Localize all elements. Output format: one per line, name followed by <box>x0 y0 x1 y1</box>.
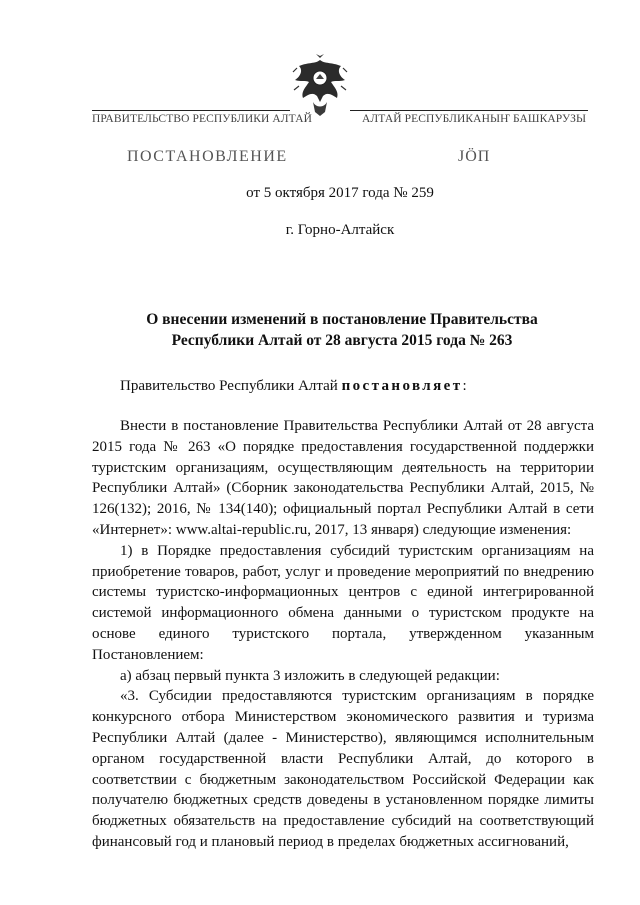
government-name-russian: ПРАВИТЕЛЬСТВО РЕСПУБЛИКИ АЛТАЙ <box>92 113 313 125</box>
document-date-number: от 5 октября 2017 года № 259 <box>246 185 434 201</box>
header-rule-right <box>350 110 588 111</box>
header-rule-left <box>92 110 290 111</box>
body-paragraph-1: Внести в постановление Правительства Республики Алтай от 28 августа 2015 года № 263 «О порядке предоставления государственной поддержки туристским организациям, осуществляющим деятельность на территории Республики Алтай» (Сборник законодательства Республики Алтай, 2015, № 126(132); 2016, № 134(140); официальный портал Республики Алтай в сети «Интернет»: www.altai-republic.ru, 2017, 13 января) следующие изменения: <box>92 418 594 538</box>
body-paragraph-3: а) абзац первый пункта 3 изложить в следующей редакции: <box>120 667 500 684</box>
document-title-line-2: Республики Алтай от 28 августа 2015 года № 263 <box>171 332 513 349</box>
document-type-altai: JÖП <box>458 148 491 165</box>
decree-prefix: Правительство Республики Алтай <box>120 378 342 394</box>
document-city: г. Горно-Алтайск <box>285 222 395 238</box>
government-name-altai: АЛТАЙ РЕСПУБЛИКАНЫҤ БАШКАРУЗЫ <box>362 113 587 125</box>
document-title-line-1: О внесении изменений в постановление Правительства <box>146 311 538 328</box>
coat-of-arms-icon <box>291 52 349 118</box>
document-title <box>92 309 592 351</box>
document-type-russian: ПОСТАНОВЛЕНИЕ <box>127 148 288 165</box>
document-body <box>92 416 594 853</box>
decree-verb: постановляет <box>341 378 463 394</box>
decree-suffix: : <box>462 378 467 394</box>
body-paragraph-2: 1) в Порядке предоставления субсидий туристским организациям на приобретение товаров, работ, услуг и проведение мероприятий по внедрению системы туристско-информационных центров с единой интегрированной системой информационного обмена данными о туристском продукте на основе единого туристского портала, утвержденном указанным Постановлением: <box>92 542 594 663</box>
body-paragraph-4: «3. Субсидии предоставляются туристским организациям в порядке конкурсного отбора Министерством экономического развития и туризма Республики Алтай (далее - Министерство), являющимся исполнительным органом государственной власти Республики Алтай, до которого в соответствии с бюджетным законодательством Российской Федерации как получателю бюджетных средств доведены в установленном порядке лимиты бюджетных обязательств на предоставление субсидий на соответствующий финансовый год и плановый период в пределах бюджетных ассигнований, <box>92 688 594 850</box>
decree-statement <box>120 378 467 395</box>
